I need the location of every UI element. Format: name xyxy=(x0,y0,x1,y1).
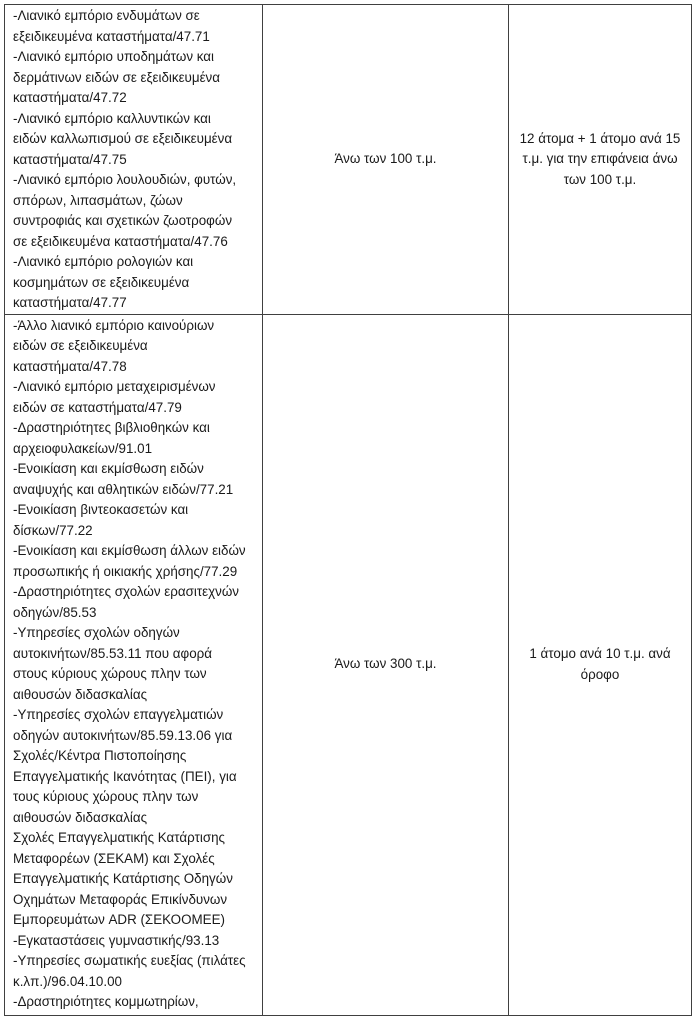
activity-line: Επαγγελματικής Ικανότητας (ΠΕΙ), για xyxy=(13,768,237,784)
activity-line: καταστήματα/47.78 xyxy=(13,358,127,374)
activity-line: καταστήματα/47.72 xyxy=(13,90,127,105)
activity-line: -Λιανικό εμπόριο υποδημάτων και xyxy=(13,49,215,64)
activity-line: Εμπορευμάτων ADR (ΣΕΚΟΟΜΕΕ) xyxy=(13,912,225,927)
activity-line: αρχειοφυλακείων/91.01 xyxy=(13,440,153,456)
activity-line: -Δραστηριότητες σχολών ερασιτεχνών xyxy=(13,584,239,599)
activity-line: -Ενοικίαση και εκμίσθωση άλλων ειδών xyxy=(13,543,246,558)
activity-line: σε εξειδικευμένα καταστήματα/47.76 xyxy=(13,233,228,249)
activity-line: -Άλλο λιανικό εμπόριο καινούριων xyxy=(13,317,215,333)
activity-line: -Λιανικό εμπόριο ενδυμάτων σε xyxy=(13,8,200,23)
area-cell: Άνω των 300 τ.μ. xyxy=(263,314,509,1015)
activity-line: -Λιανικό εμπόριο λουλουδιών, φυτών, xyxy=(13,172,237,187)
activity-line: εξειδικευμένα καταστήματα/47.71 xyxy=(13,28,210,44)
activity-line: συντροφιάς και σχετικών ζωοτροφών xyxy=(13,213,233,228)
area-cell: Άνω των 100 τ.μ. xyxy=(263,5,509,315)
activity-line: -Λιανικό εμπόριο καλλυντικών και xyxy=(13,110,211,126)
activity-line: δερμάτινων ειδών σε εξειδικευμένα xyxy=(13,69,220,85)
activity-line: καταστήματα/47.75 xyxy=(13,151,127,167)
activity-line: -Ενοικίαση και εκμίσθωση ειδών xyxy=(13,461,204,476)
activity-line: -Εγκαταστάσεις γυμναστικής/93.13 xyxy=(13,932,220,948)
regulation-table xyxy=(4,4,692,1016)
activity-line: αιθουσών διδασκαλίας xyxy=(13,686,148,702)
activity-line: αιθουσών διδασκαλίας xyxy=(13,809,148,825)
activity-line: οδηγών αυτοκινήτων/85.59.13.06 για xyxy=(13,727,233,743)
activity-line: Επαγγελματικής Κατάρτισης Οδηγών xyxy=(13,871,233,886)
activity-line: ειδών σε καταστήματα/47.79 xyxy=(13,399,182,415)
activity-line: -Δραστηριότητες κομμωτηρίων, xyxy=(13,994,199,1009)
activities-cell xyxy=(5,5,263,315)
activity-line: στους κύριους χώρους πλην των xyxy=(13,666,207,681)
activity-line: -Λιανικό εμπόριο ρολογιών και xyxy=(13,254,194,269)
activity-line: οδηγών/85.53 xyxy=(13,604,97,620)
activity-line: ειδών σε εξειδικευμένα xyxy=(13,338,148,353)
activity-line: Σχολές/Κέντρα Πιστοποίησης xyxy=(13,748,187,763)
activity-line: -Ενοικίαση βιντεοκασετών και xyxy=(13,502,189,517)
activity-line: -Δραστηριότητες βιβλιοθηκών και xyxy=(13,420,210,435)
activity-line: δίσκων/77.22 xyxy=(13,522,93,538)
activity-line: προσωπικής ή οικιακής χρήσης/77.29 xyxy=(13,563,238,579)
activity-line: Οχημάτων Μεταφοράς Επικίνδυνων xyxy=(13,891,228,907)
activity-line: Σχολές Επαγγελματικής Κατάρτισης xyxy=(13,830,225,845)
table-row xyxy=(5,5,692,315)
activity-line: σπόρων, λιπασμάτων, ζώων xyxy=(13,192,183,208)
activity-line: -Λιανικό εμπόριο μεταχειρισμένων xyxy=(13,379,216,394)
table-row xyxy=(5,314,692,1015)
activity-line: αναψυχής και αθλητικών ειδών/77.21 xyxy=(13,481,234,497)
activity-line: -Υπηρεσίες σχολών οδηγών xyxy=(13,625,180,640)
activity-line: καταστήματα/47.77 xyxy=(13,295,127,310)
activity-line: κ.λπ.)/96.04.10.00 xyxy=(13,973,122,989)
activities-cell xyxy=(5,314,263,1015)
staff-cell: 1 άτομο ανά 10 τ.μ. ανά όροφο xyxy=(509,314,692,1015)
activity-line: -Υπηρεσίες σχολών επαγγελματιών xyxy=(13,707,224,722)
activity-line: -Υπηρεσίες σωματικής ευεξίας (πιλάτες xyxy=(13,953,246,968)
staff-cell: 12 άτομα + 1 άτομο ανά 15 τ.μ. για την επιφάνεια άνω των 100 τ.μ. xyxy=(509,5,692,315)
activity-line: ειδών καλλωπισμού σε εξειδικευμένα xyxy=(13,131,233,146)
activity-line: Μεταφορέων (ΣΕΚΑΜ) και Σχολές xyxy=(13,850,215,866)
activity-line: κοσμημάτων σε εξειδικευμένα xyxy=(13,274,190,290)
activity-line: αυτοκινήτων/85.53.11 που αφορά xyxy=(13,645,213,661)
activity-line: τους κύριους χώρους πλην των xyxy=(13,789,199,804)
